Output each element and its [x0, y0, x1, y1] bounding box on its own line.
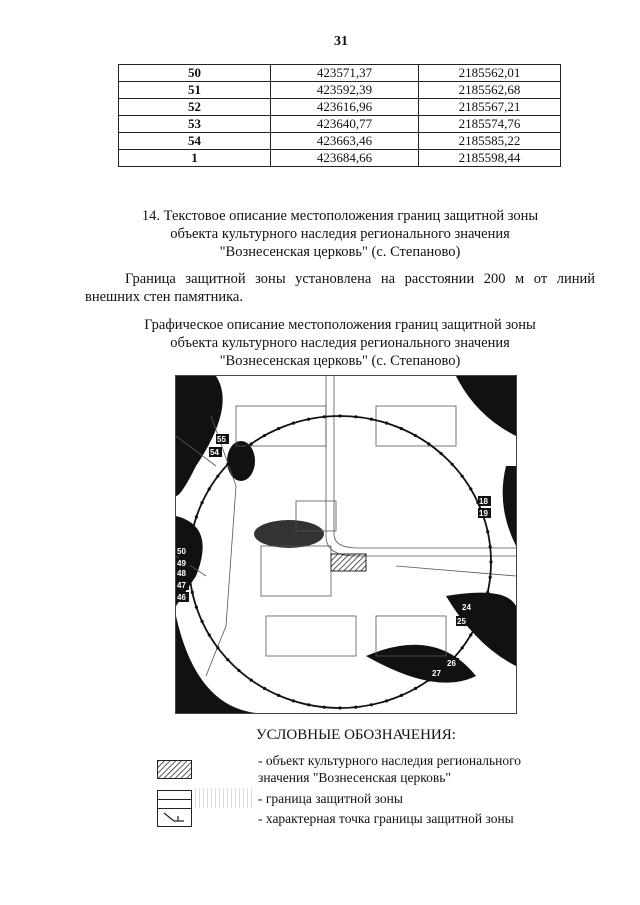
boundary-point	[338, 706, 341, 709]
boundary-point	[414, 687, 417, 690]
dark-scan-areas	[176, 376, 516, 713]
boundary-point	[200, 501, 203, 504]
graphic-heading	[20, 316, 640, 370]
x-coordinate: 423571,37	[271, 65, 419, 82]
boundary-point	[354, 706, 357, 709]
boundary-point	[195, 606, 198, 609]
boundary-point	[226, 658, 229, 661]
section-14-heading	[20, 207, 640, 261]
boundary-point	[292, 699, 295, 702]
boundary-point	[439, 452, 442, 455]
heading-line: "Вознесенская церковь" (с. Степаново)	[219, 353, 461, 369]
zone-boundary-icon	[157, 790, 192, 809]
boundary-point	[226, 463, 229, 466]
map-point-label: 47	[177, 581, 186, 590]
boundary-point	[323, 706, 326, 709]
y-coordinate: 2185585,22	[419, 133, 561, 150]
point-number: 51	[119, 82, 271, 99]
boundary-point	[263, 434, 266, 437]
legend-item-boundary: - граница защитной зоны	[258, 791, 403, 806]
boundary-point	[489, 545, 492, 548]
boundary-point	[469, 633, 472, 636]
boundary-point	[307, 703, 310, 706]
heading-line: объекта культурного наследия регионального значения	[170, 335, 510, 351]
legend-text: - объект культурного наследия регионального	[258, 753, 522, 768]
legend-item-object	[258, 752, 521, 786]
boundary-point	[191, 591, 194, 594]
boundary-point	[370, 703, 373, 706]
boundary-point	[489, 560, 492, 563]
boundary-point	[486, 591, 489, 594]
boundary-point	[489, 576, 492, 579]
map-lines	[176, 376, 516, 676]
map-point-label: 27	[432, 669, 441, 678]
y-coordinate: 2185567,21	[419, 99, 561, 116]
boundary-point	[338, 414, 341, 417]
cultural-heritage-object	[331, 554, 366, 571]
x-coordinate: 423616,96	[271, 99, 419, 116]
boundary-point	[216, 646, 219, 649]
boundary-point	[191, 530, 194, 533]
x-coordinate: 423663,46	[271, 133, 419, 150]
table-row	[119, 116, 561, 133]
boundary-point	[476, 620, 479, 623]
point-number: 54	[119, 133, 271, 150]
map-point-label: 48	[177, 569, 186, 578]
table-row	[119, 133, 561, 150]
boundary-point	[461, 475, 464, 478]
boundary-point	[400, 694, 403, 697]
boundary-point-icon	[157, 808, 192, 827]
map-point-label: 26	[447, 659, 456, 668]
map-point-label: 24	[462, 603, 471, 612]
boundary-point	[414, 434, 417, 437]
coordinates-table	[118, 64, 561, 167]
point-number: 52	[119, 99, 271, 116]
boundary-point	[263, 687, 266, 690]
table-row	[119, 82, 561, 99]
map-point-label: 54	[210, 448, 219, 457]
boundary-point	[277, 694, 280, 697]
zone-description-paragraph: Граница защитной зоны установлена на расстоянии 200 м от линий внешних стен памятника.	[85, 271, 595, 305]
zone-map	[175, 375, 517, 714]
legend-title: УСЛОВНЫЕ ОБОЗНАЧЕНИЯ:	[256, 727, 456, 743]
boundary-point	[237, 669, 240, 672]
x-coordinate: 423592,39	[271, 82, 419, 99]
boundary-point	[208, 633, 211, 636]
point-number: 50	[119, 65, 271, 82]
boundary-point	[482, 606, 485, 609]
y-coordinate: 2185562,01	[419, 65, 561, 82]
heading-line: "Вознесенская церковь" (с. Степаново)	[219, 244, 461, 260]
boundary-point	[427, 442, 430, 445]
boundary-point	[354, 415, 357, 418]
boundary-point	[385, 699, 388, 702]
boundary-point	[208, 487, 211, 490]
map-point-label: 50	[177, 547, 186, 556]
boundary-point	[461, 646, 464, 649]
x-coordinate: 423640,77	[271, 116, 419, 133]
legend-item-point: - характерная точка границы защитной зоны	[258, 811, 514, 826]
boundary-point	[385, 422, 388, 425]
y-coordinate: 2185574,76	[419, 116, 561, 133]
boundary-point	[427, 679, 430, 682]
boundary-point	[250, 679, 253, 682]
map-point-label: 18	[479, 497, 488, 506]
map-point-label: 49	[177, 559, 186, 568]
boundary-point	[486, 530, 489, 533]
boundary-point	[292, 422, 295, 425]
boundary-point	[307, 418, 310, 421]
point-number: 53	[119, 116, 271, 133]
heading-line: объекта культурного наследия регионального значения	[170, 226, 510, 242]
boundary-point	[237, 452, 240, 455]
map-point-label: 25	[457, 617, 466, 626]
map-point-label: 46	[177, 593, 186, 602]
table-row	[119, 99, 561, 116]
boundary-point	[451, 463, 454, 466]
page-number: 31	[334, 34, 348, 49]
boundary-point	[250, 442, 253, 445]
legend-text: значения "Вознесенская церковь"	[258, 770, 451, 785]
map-point-label: 55	[217, 435, 226, 444]
boundary-point	[216, 475, 219, 478]
map-point-label: 19	[479, 509, 488, 518]
y-coordinate: 2185598,44	[419, 150, 561, 167]
y-coordinate: 2185562,68	[419, 82, 561, 99]
heading-line: Графическое описание местоположения границ защитной зоны	[144, 317, 536, 333]
point-number: 1	[119, 150, 271, 167]
x-coordinate: 423684,66	[271, 150, 419, 167]
boundary-point	[370, 418, 373, 421]
boundary-point	[200, 620, 203, 623]
boundary-point	[195, 515, 198, 518]
table-row	[119, 65, 561, 82]
boundary-point	[323, 415, 326, 418]
heading-line: 14. Текстовое описание местоположения границ защитной зоны	[141, 208, 539, 224]
boundary-point	[400, 427, 403, 430]
boundary-point	[469, 487, 472, 490]
boundary-point	[277, 427, 280, 430]
table-row	[119, 150, 561, 167]
hatched-object-icon	[157, 760, 192, 779]
